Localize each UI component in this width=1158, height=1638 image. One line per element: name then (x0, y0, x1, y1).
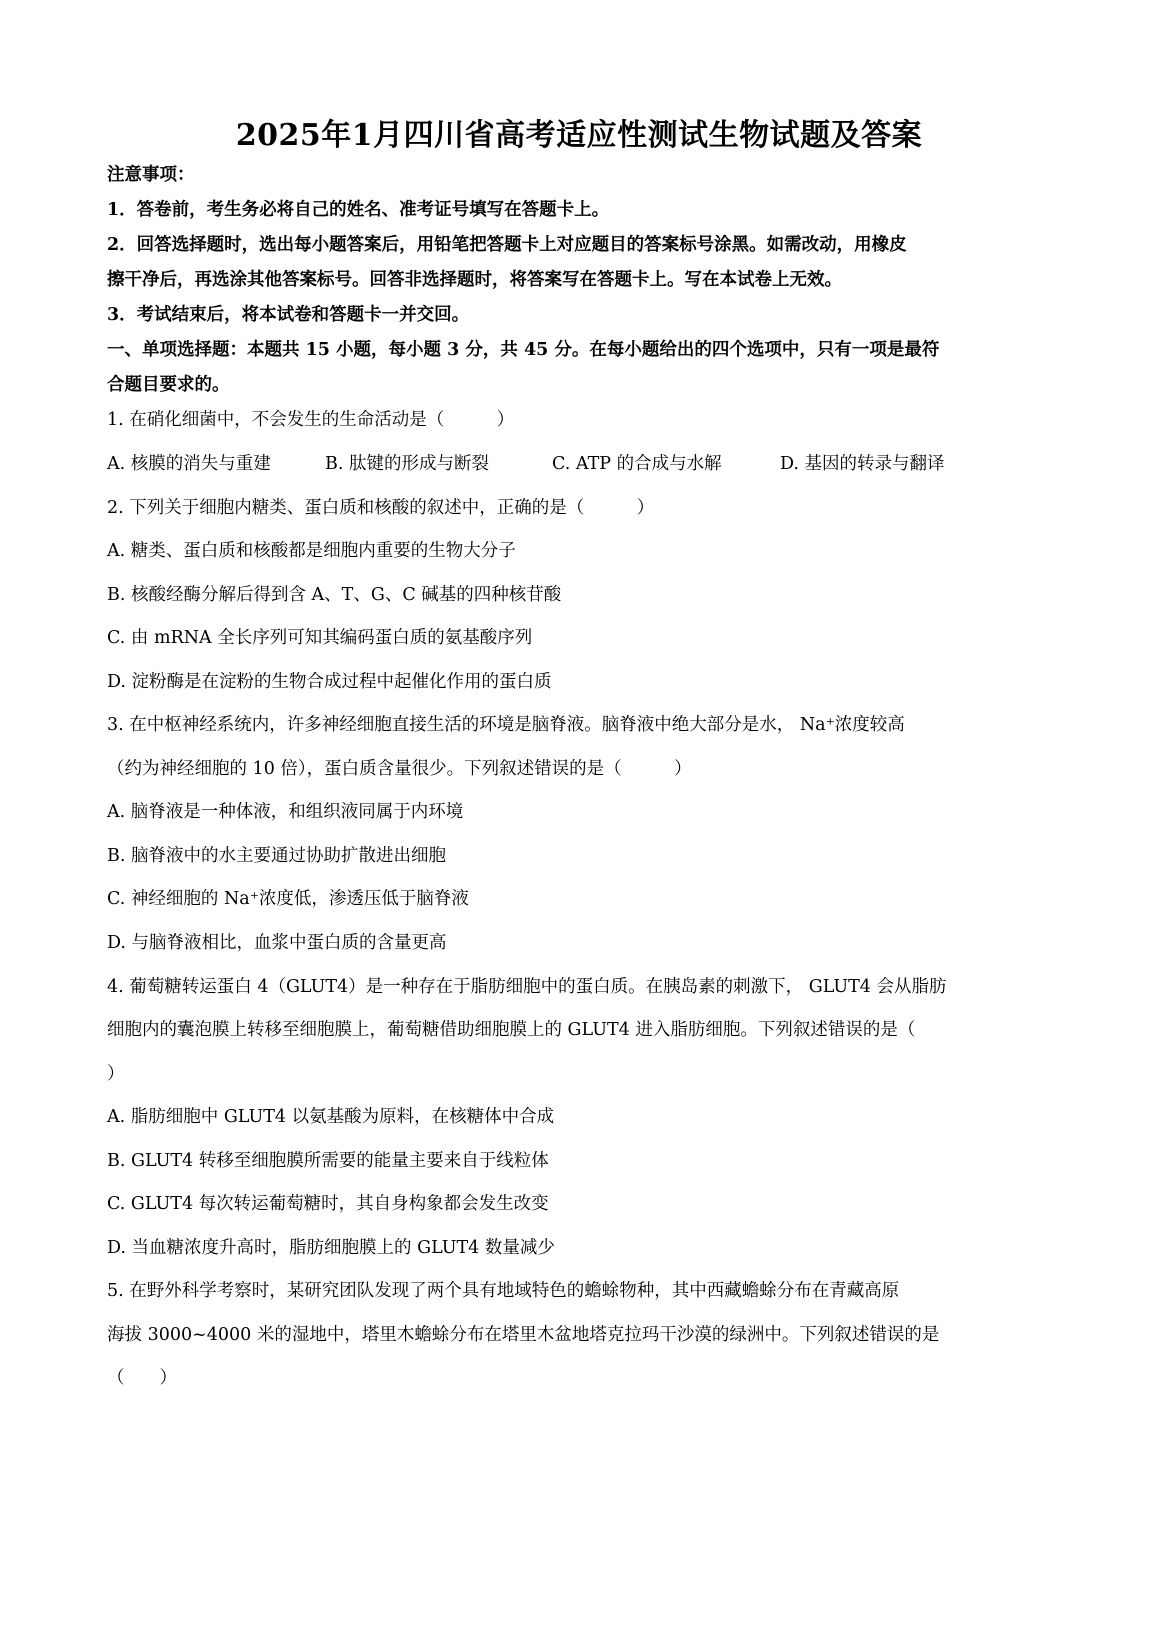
page-title: 2025年1月四川省高考适应性测试生物试题及答案 (235, 118, 923, 153)
notice-item-1: 1．答卷前，考生务必将自己的姓名、准考证号填写在答题卡上。 (107, 200, 610, 220)
notice-item-2: 2．回答选择题时，选出每小题答案后，用铅笔把答题卡上对应题目的答案标号涂黑。如需改动，用橡皮 (107, 235, 907, 255)
question-4-option-a: A. 脂肪细胞中 GLUT4 以氨基酸为原料，在核糖体中合成 (107, 1107, 555, 1127)
question-3-option-d: D. 与脑脊液相比，血浆中蛋白质的含量更高 (107, 933, 447, 953)
question-2-option-a: A. 糖类、蛋白质和核酸都是细胞内重要的生物大分子 (107, 541, 516, 561)
question-5-stem-line-3: （ ） (107, 1368, 177, 1388)
question-5-stem-line-2: 海拔 3000~4000 米的湿地中，塔里木蟾蜍分布在塔里木盆地塔克拉玛干沙漠的绿洲中。下列叙述错误的是 (107, 1325, 940, 1345)
question-3-option-a: A. 脑脊液是一种体液，和组织液同属于内环境 (107, 802, 464, 822)
question-2-option-b: B. 核酸经酶分解后得到含 A、T、G、C 碱基的四种核苷酸 (107, 585, 562, 605)
question-1-option-b: B. 肽键的形成与断裂 (325, 454, 489, 474)
question-2-option-d: D. 淀粉酶是在淀粉的生物合成过程中起催化作用的蛋白质 (107, 672, 552, 692)
question-3-option-b: B. 脑脊液中的水主要通过协助扩散进出细胞 (107, 846, 446, 866)
question-3-option-c: C. 神经细胞的 Na⁺浓度低，渗透压低于脑脊液 (107, 889, 469, 909)
question-4-stem-line-2: 细胞内的囊泡膜上转移至细胞膜上，葡萄糖借助细胞膜上的 GLUT4 进入脂肪细胞。下列叙述错误的是（ (107, 1020, 916, 1040)
section-heading-line-2: 合题目要求的。 (107, 375, 230, 395)
question-3-stem-line-2: （约为神经细胞的 10 倍），蛋白质含量很少。下列叙述错误的是（ ） (107, 759, 692, 779)
question-1-stem: 1. 在硝化细菌中，不会发生的生命活动是（ ） (107, 410, 515, 430)
question-1-option-a: A. 核膜的消失与重建 (107, 454, 271, 474)
question-4-option-d: D. 当血糖浓度升高时，脂肪细胞膜上的 GLUT4 数量减少 (107, 1238, 555, 1258)
notice-item-2-cont: 擦干净后，再选涂其他答案标号。回答非选择题时，将答案写在答题卡上。写在本试卷上无效。 (107, 270, 842, 290)
question-4-option-c: C. GLUT4 每次转运葡萄糖时，其自身构象都会发生改变 (107, 1194, 549, 1214)
question-1-option-c: C. ATP 的合成与水解 (552, 454, 722, 474)
question-2-stem: 2. 下列关于细胞内糖类、蛋白质和核酸的叙述中，正确的是（ ） (107, 498, 655, 518)
question-4-stem-line-3: ） (107, 1064, 125, 1084)
question-4-stem-line-1: 4. 葡萄糖转运蛋白 4（GLUT4）是一种存在于脂肪细胞中的蛋白质。在胰岛素的刺激下， GLUT4 会从脂肪 (107, 977, 947, 997)
question-1-option-d: D. 基因的转录与翻译 (780, 454, 945, 474)
question-5-stem-line-1: 5. 在野外科学考察时，某研究团队发现了两个具有地域特色的蟾蜍物种，其中西藏蟾蜍分布在青藏高原 (107, 1281, 900, 1301)
question-4-option-b: B. GLUT4 转移至细胞膜所需要的能量主要来自于线粒体 (107, 1151, 549, 1171)
notice-heading: 注意事项： (107, 165, 195, 185)
notice-item-3: 3．考试结束后，将本试卷和答题卡一并交回。 (107, 305, 470, 325)
question-2-option-c: C. 由 mRNA 全长序列可知其编码蛋白质的氨基酸序列 (107, 628, 533, 648)
question-3-stem-line-1: 3. 在中枢神经系统内，许多神经细胞直接生活的环境是脑脊液。脑脊液中绝大部分是水， Na⁺浓度较高 (107, 715, 905, 735)
section-heading-line-1: 一、单项选择题：本题共 15 小题，每小题 3 分，共 45 分。在每小题给出的四个选项中，只有一项是最符 (107, 340, 940, 360)
